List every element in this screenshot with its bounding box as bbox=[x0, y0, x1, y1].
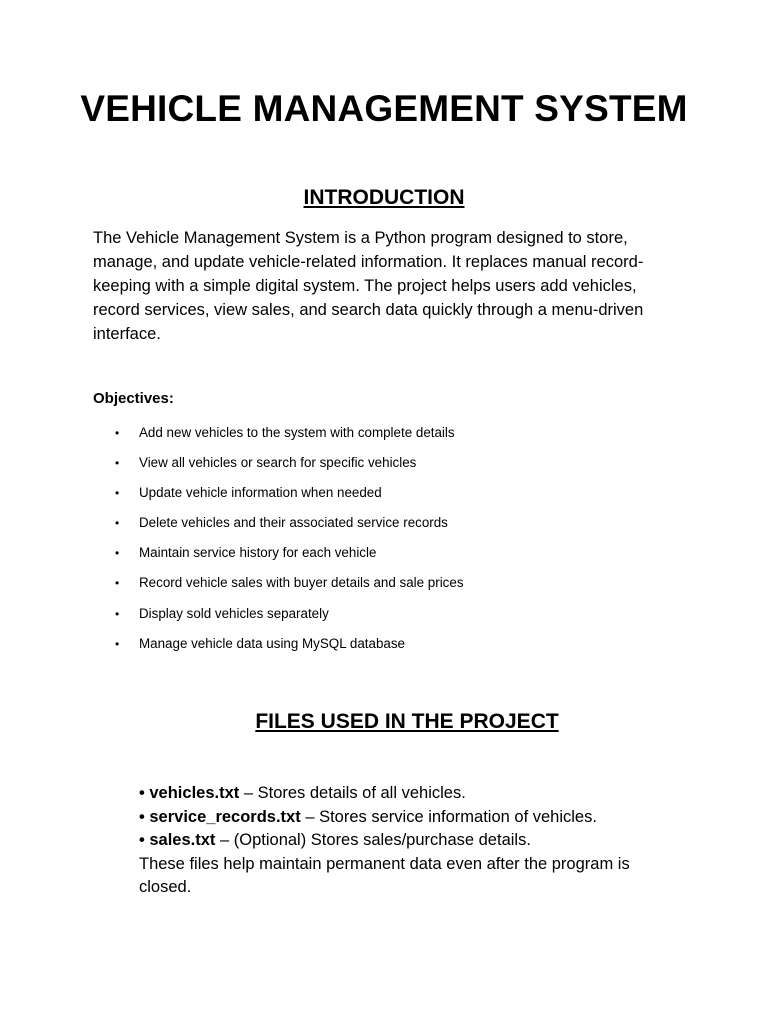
list-item bbox=[139, 806, 659, 830]
bullet-icon: • bbox=[115, 486, 120, 501]
objective-text: View all vehicles or search for specific vehicles bbox=[139, 455, 417, 471]
bullet-icon: • bbox=[139, 807, 145, 826]
bullet-icon: • bbox=[115, 546, 120, 561]
introduction-paragraph: The Vehicle Management System is a Python program designed to store, manage, and update vehicle-related information. It replaces manual record-keeping with a simple digital system. The project helps users add vehicles, record services, view sales, and search data quickly through a menu-driven interface. bbox=[93, 229, 644, 343]
bullet-icon: • bbox=[115, 456, 120, 471]
file-name: service_records.txt bbox=[149, 807, 301, 826]
bullet-icon: • bbox=[115, 516, 120, 531]
introduction-heading: INTRODUCTION bbox=[303, 186, 465, 209]
bullet-icon: • bbox=[115, 636, 120, 651]
objective-text: Manage vehicle data using MySQL database bbox=[139, 635, 405, 651]
objective-text: Add new vehicles to the system with complete details bbox=[139, 425, 455, 440]
file-description: – (Optional) Stores sales/purchase details. bbox=[215, 831, 531, 850]
file-name: vehicles.txt bbox=[149, 784, 240, 802]
objective-text: Record vehicle sales with buyer details and sale prices bbox=[139, 575, 464, 591]
list-item bbox=[139, 782, 659, 806]
bullet-icon: • bbox=[115, 426, 120, 440]
files-heading: FILES USED IN THE PROJECT bbox=[255, 710, 559, 733]
document-title: VEHICLE MANAGEMENT SYSTEM bbox=[80, 88, 688, 129]
file-name: sales.txt bbox=[149, 831, 216, 850]
file-description: – Stores service information of vehicles. bbox=[300, 807, 597, 826]
files-closing-text: These files help maintain permanent data even after the program is closed. bbox=[139, 854, 630, 897]
bullet-icon: • bbox=[139, 831, 145, 850]
objective-text: Update vehicle information when needed bbox=[139, 485, 382, 501]
files-list bbox=[139, 782, 659, 900]
bullet-icon: • bbox=[139, 784, 145, 802]
file-description: – Stores details of all vehicles. bbox=[239, 784, 466, 802]
objective-text: Display sold vehicles separately bbox=[139, 605, 329, 621]
objective-text: Maintain service history for each vehicle bbox=[139, 545, 377, 561]
list-item bbox=[139, 829, 659, 853]
objectives-label: Objectives: bbox=[93, 390, 174, 407]
bullet-icon: • bbox=[115, 576, 120, 591]
bullet-icon: • bbox=[115, 606, 120, 621]
objective-text: Delete vehicles and their associated service records bbox=[139, 515, 448, 531]
